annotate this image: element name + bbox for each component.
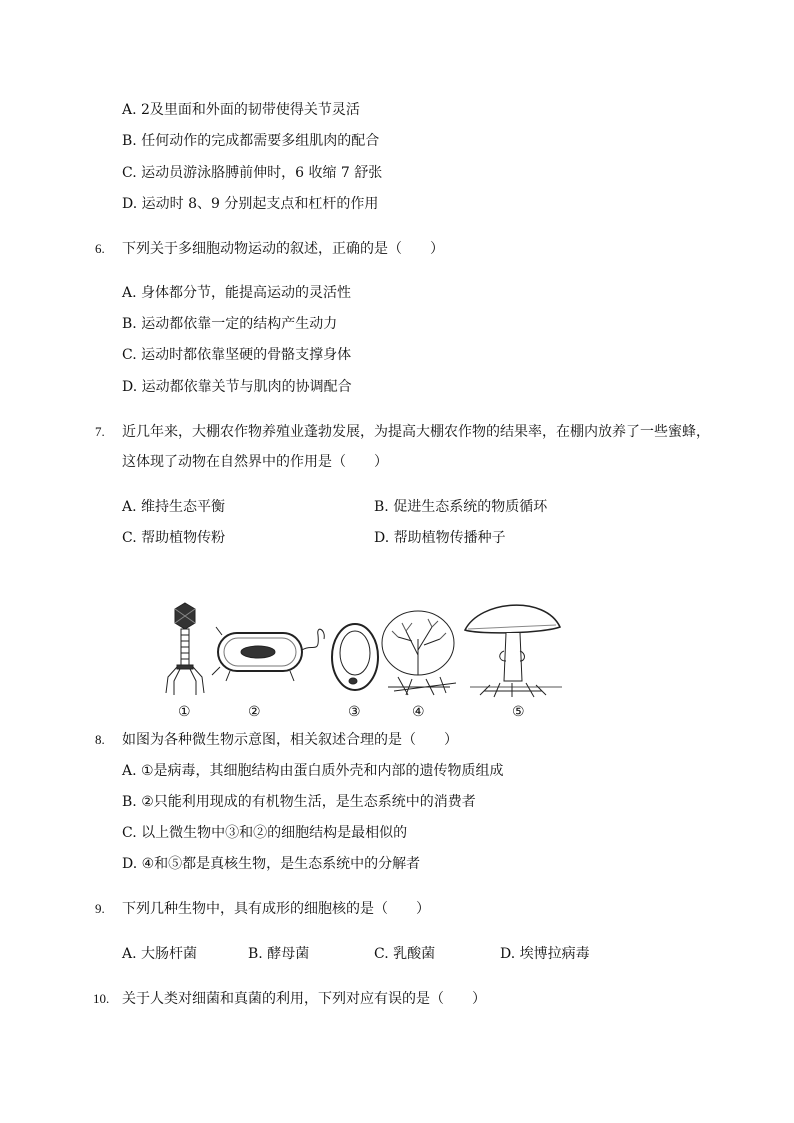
q7-stem-line1: 近几年来，大棚农作物养殖业蓬勃发展，为提高大棚农作物的结果率，在棚内放养了一些蜜蜂， xyxy=(122,424,710,440)
q6-number: 6. xyxy=(95,241,105,256)
yeast-cell-drawing xyxy=(332,624,378,690)
q10-number: 10. xyxy=(93,991,110,1006)
q7-option-a: A. 维持生态平衡 xyxy=(122,499,226,515)
figure-label-1: ① xyxy=(178,704,191,720)
q10-stem: 关于人类对细菌和真菌的利用，下列对应有误的是（ ） xyxy=(122,991,486,1007)
mold-drawing xyxy=(382,611,456,695)
figure-label-3: ③ xyxy=(348,704,361,720)
q5-option-c: C. 运动员游泳胳膊前伸时，6 收缩 7 舒张 xyxy=(122,165,383,181)
q7-option-c: C. 帮助植物传粉 xyxy=(122,530,226,546)
mushroom-drawing xyxy=(465,605,562,697)
figure-label-2: ② xyxy=(248,704,261,720)
q9-option-a: A. 大肠杆菌 xyxy=(122,946,198,962)
q9-option-d: D. 埃博拉病毒 xyxy=(500,946,590,962)
figure-label-5: ⑤ xyxy=(512,704,525,720)
q9-stem: 下列几种生物中，具有成形的细胞核的是（ ） xyxy=(122,901,430,917)
q7-number: 7. xyxy=(95,424,105,439)
q8-option-a: A. ①是病毒，其细胞结构由蛋白质外壳和内部的遗传物质组成 xyxy=(122,763,504,779)
q9-option-c: C. 乳酸菌 xyxy=(374,946,436,962)
q5-option-d: D. 运动时 8、9 分别起支点和杠杆的作用 xyxy=(122,196,379,212)
q7-stem-line2: 这体现了动物在自然界中的作用是（ ） xyxy=(122,454,388,470)
bacteriophage-drawing xyxy=(166,603,204,695)
q5-option-b: B. 任何动作的完成都需要多组肌肉的配合 xyxy=(122,133,380,149)
q6-option-a: A. 身体都分节，能提高运动的灵活性 xyxy=(122,285,352,301)
q8-option-b: B. ②只能利用现成的有机物生活，是生态系统中的消费者 xyxy=(122,794,476,810)
q7-option-d: D. 帮助植物传播种子 xyxy=(374,530,506,546)
figure-label-4: ④ xyxy=(412,704,425,720)
q5-option-a: A. 2及里面和外面的韧带使得关节灵活 xyxy=(122,102,360,118)
q6-option-c: C. 运动时都依靠坚硬的骨骼支撑身体 xyxy=(122,347,352,363)
q7-option-b: B. 促进生态系统的物质循环 xyxy=(374,499,548,515)
q9-option-b: B. 酵母菌 xyxy=(248,946,310,962)
q8-option-c: C. 以上微生物中③和②的细胞结构是最相似的 xyxy=(122,825,408,841)
q6-stem: 下列关于多细胞动物运动的叙述，正确的是（ ） xyxy=(122,241,444,257)
q9-number: 9. xyxy=(95,901,105,916)
q6-option-d: D. 运动都依靠关节与肌肉的协调配合 xyxy=(122,379,352,395)
q8-option-d: D. ④和⑤都是真核生物，是生态系统中的分解者 xyxy=(122,856,421,872)
q6-option-b: B. 运动都依靠一定的结构产生动力 xyxy=(122,316,338,332)
bacterium-drawing xyxy=(212,627,324,681)
q8-stem: 如图为各种微生物示意图，相关叙述合理的是（ ） xyxy=(122,732,458,748)
q8-number: 8. xyxy=(95,732,105,747)
